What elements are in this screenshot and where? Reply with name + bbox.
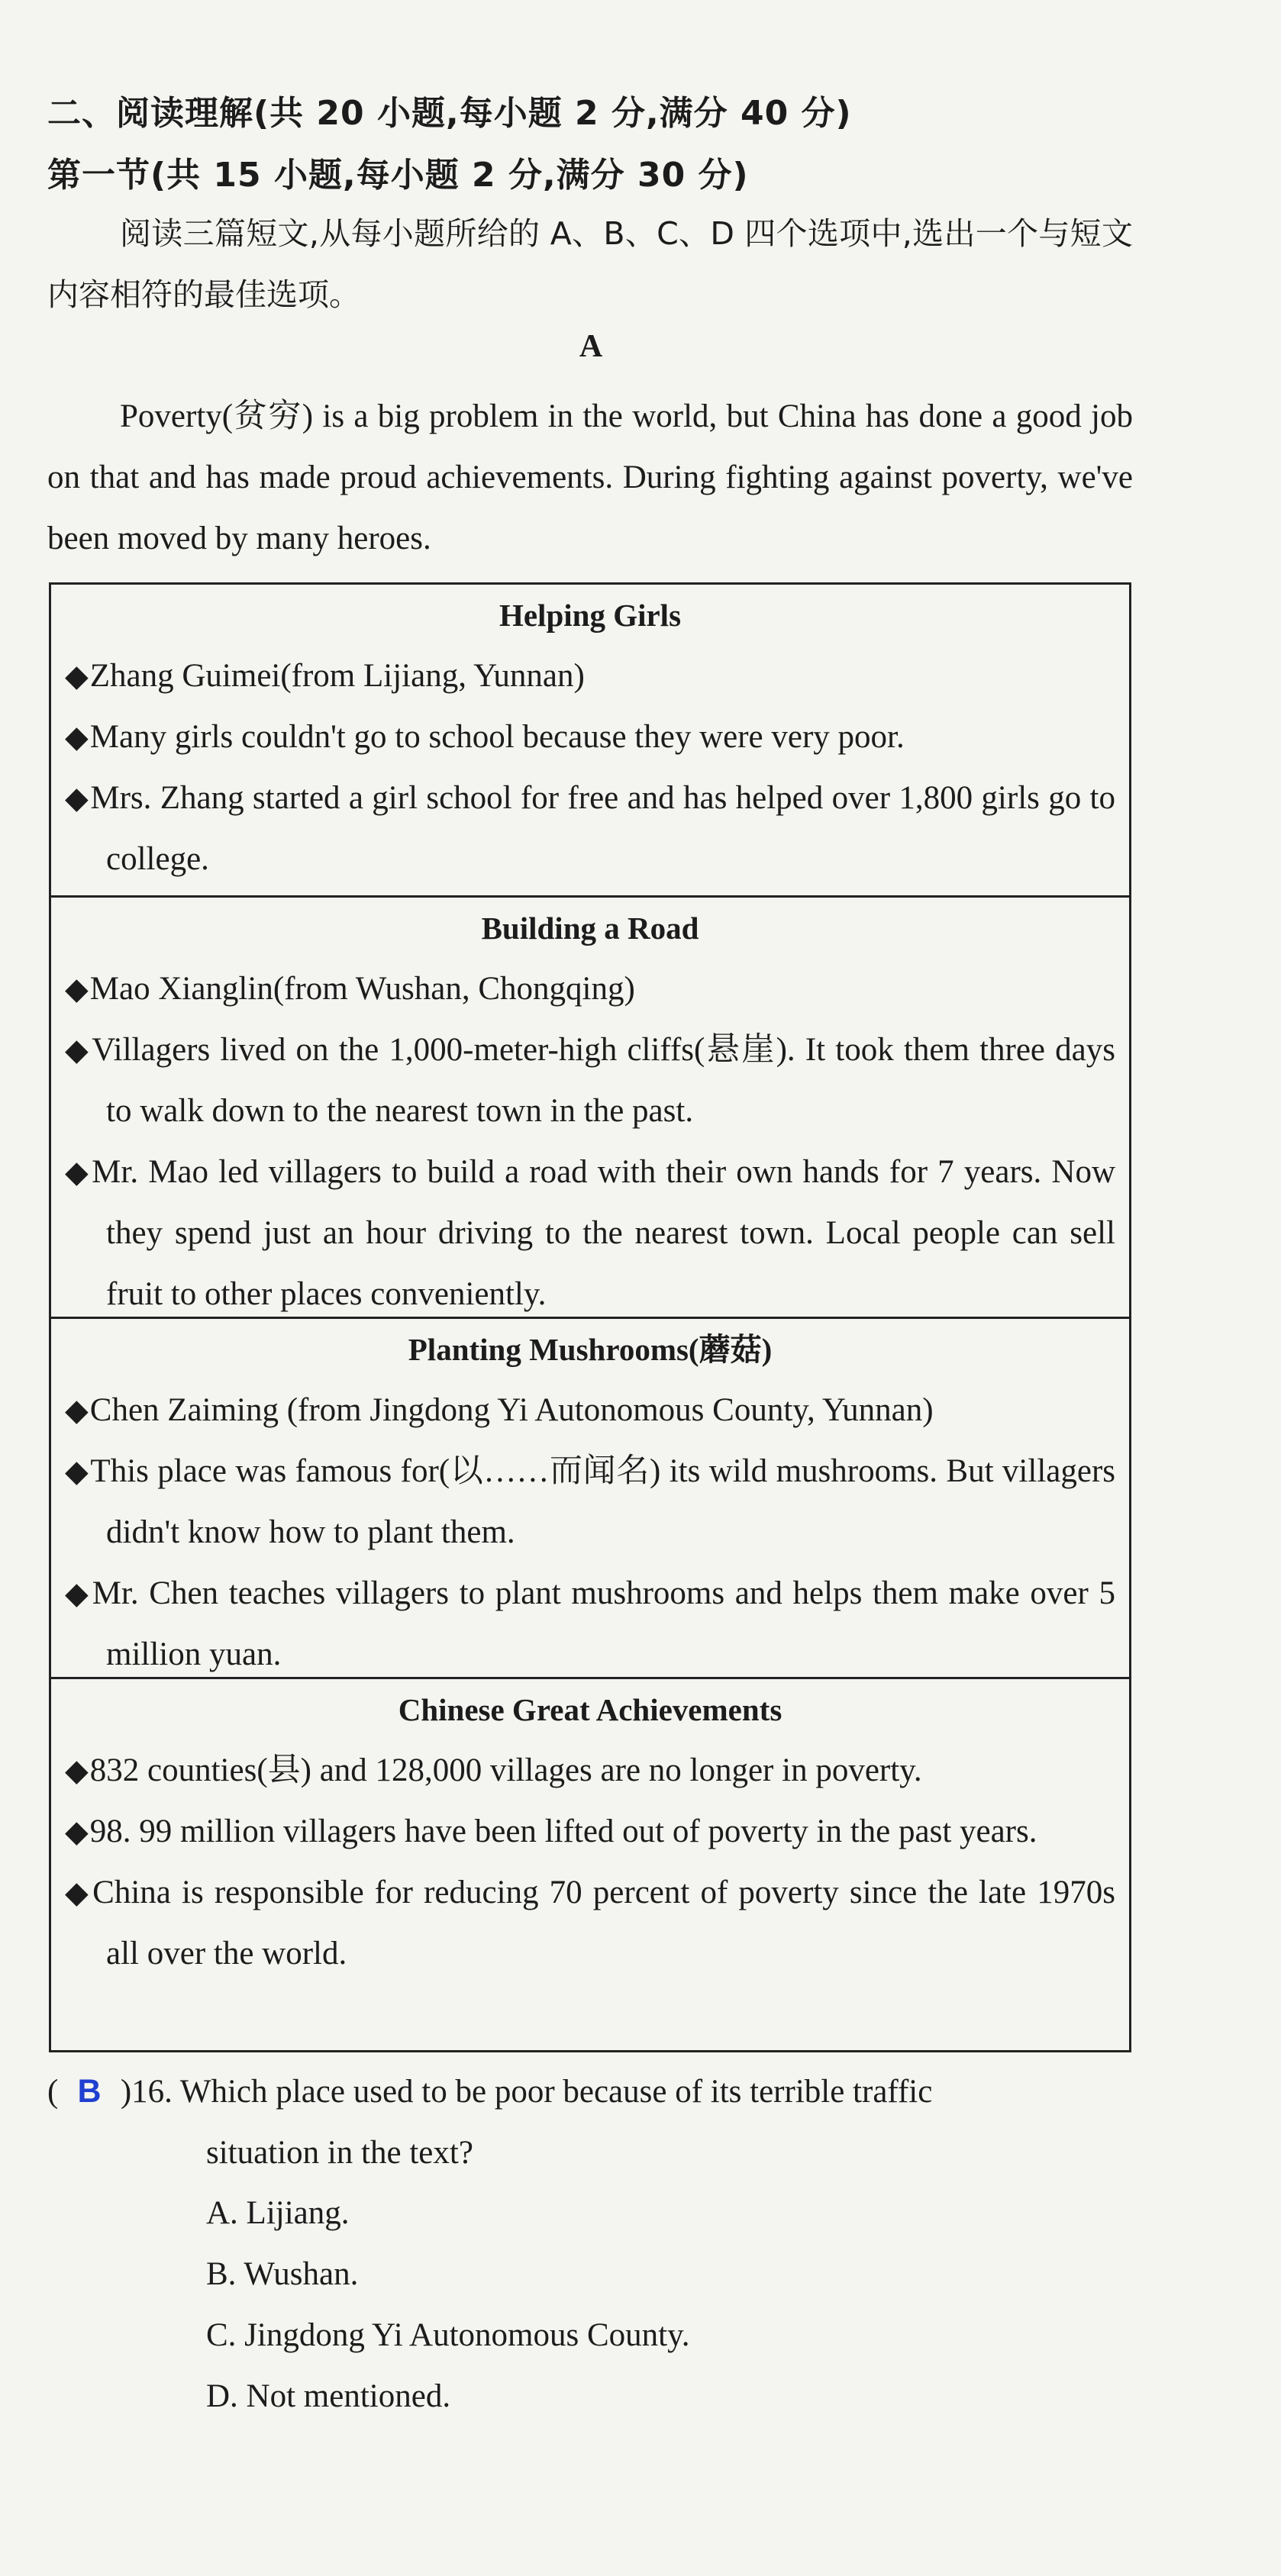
question-number: 16.: [131, 2074, 173, 2110]
subsection-header: 第一节(共 15 小题,每小题 2 分,满分 30 分): [47, 156, 749, 195]
list-item: ◆China is responsible for reducing 70 percent of poverty since the late 1970s all over the world.: [65, 1875, 1115, 1971]
answer-paren-open: (: [47, 2074, 59, 2110]
list-item: ◆Mr. Mao led villagers to build a road with their own hands for 7 years. Now they spend just an hour driving to the nearest town. Local people can sell fruit to other places conveniently.: [65, 1154, 1116, 1312]
question-stem: [47, 2061, 1139, 2123]
list-item: ◆This place was famous for(以……而闻名) its wild mushrooms. But villagers didn't know how to plant them.: [65, 1453, 1115, 1550]
diamond-bullet-icon: ◆: [65, 1875, 92, 1910]
block-planting-mushrooms: [51, 1319, 1129, 1679]
diamond-bullet-icon: ◆: [65, 1033, 91, 1068]
info-table: [49, 582, 1131, 2052]
option-a[interactable]: A. Lijiang.: [206, 2195, 350, 2231]
diamond-bullet-icon: ◆: [65, 1814, 89, 1849]
instructions: 阅读三篇短文,从每小题所给的 A、B、C、D 四个选项中,选出一个与短文内容相符的最佳选项。: [47, 215, 1133, 313]
list-item: ◆Zhang Guimei(from Lijiang, Yunnan): [65, 658, 585, 694]
diamond-bullet-icon: ◆: [65, 659, 89, 694]
diamond-bullet-icon: ◆: [65, 1454, 89, 1489]
block-title: Helping Girls: [499, 598, 682, 633]
list-item: ◆Chen Zaiming (from Jingdong Yi Autonomous County, Yunnan): [65, 1392, 934, 1428]
option-c[interactable]: C. Jingdong Yi Autonomous County.: [206, 2317, 690, 2353]
question-16: [47, 2061, 1139, 2184]
list-item: ◆Many girls couldn't go to school because they were very poor.: [65, 719, 905, 755]
answer-options: [206, 2183, 690, 2427]
list-item: ◆832 counties(县) and 128,000 villages are no longer in poverty.: [65, 1752, 922, 1788]
block-title: Chinese Great Achievements: [398, 1692, 782, 1727]
list-item: ◆98. 99 million villagers have been lifted out of poverty in the past years.: [65, 1814, 1037, 1849]
diamond-bullet-icon: ◆: [65, 972, 89, 1007]
list-item: ◆Mrs. Zhang started a girl school for free and has helped over 1,800 girls go to college.: [65, 780, 1116, 877]
diamond-bullet-icon: ◆: [65, 1576, 91, 1611]
diamond-bullet-icon: ◆: [65, 1753, 89, 1788]
answer-mark[interactable]: B: [77, 2073, 102, 2110]
section-header: 二、阅读理解(共 20 小题,每小题 2 分,满分 40 分): [47, 94, 852, 133]
option-d[interactable]: D. Not mentioned.: [206, 2378, 451, 2414]
list-item: ◆Mr. Chen teaches villagers to plant mushrooms and helps them make over 5 million yuan.: [65, 1575, 1115, 1672]
list-item: ◆Villagers lived on the 1,000-meter-high cliffs(悬崖). It took them three days to walk down to the nearest town in the past.: [65, 1032, 1115, 1129]
block-helping-girls: [51, 585, 1129, 898]
block-great-achievements: [51, 1679, 1129, 2050]
diamond-bullet-icon: ◆: [65, 781, 89, 816]
diamond-bullet-icon: ◆: [65, 1155, 91, 1190]
question-stem-line1: Which place used to be poor because of its terrible traffic: [179, 2074, 933, 2110]
diamond-bullet-icon: ◆: [65, 720, 89, 755]
option-b[interactable]: B. Wushan.: [206, 2256, 359, 2292]
block-title: Planting Mushrooms(蘑菇): [408, 1332, 773, 1367]
list-item: ◆Mao Xianglin(from Wushan, Chongqing): [65, 971, 635, 1007]
passage-intro: Poverty(贫穷) is a big problem in the world, but China has done a good job on that and has made proud achievements. During fighting against poverty, we've been moved by many heroes.: [47, 398, 1133, 556]
block-title: Building a Road: [481, 911, 699, 946]
answer-paren-close: ): [120, 2074, 132, 2110]
passage-letter: A: [579, 329, 603, 364]
block-building-road: [51, 898, 1129, 1319]
diamond-bullet-icon: ◆: [65, 1393, 89, 1428]
question-stem-line2: situation in the text?: [206, 2135, 473, 2171]
